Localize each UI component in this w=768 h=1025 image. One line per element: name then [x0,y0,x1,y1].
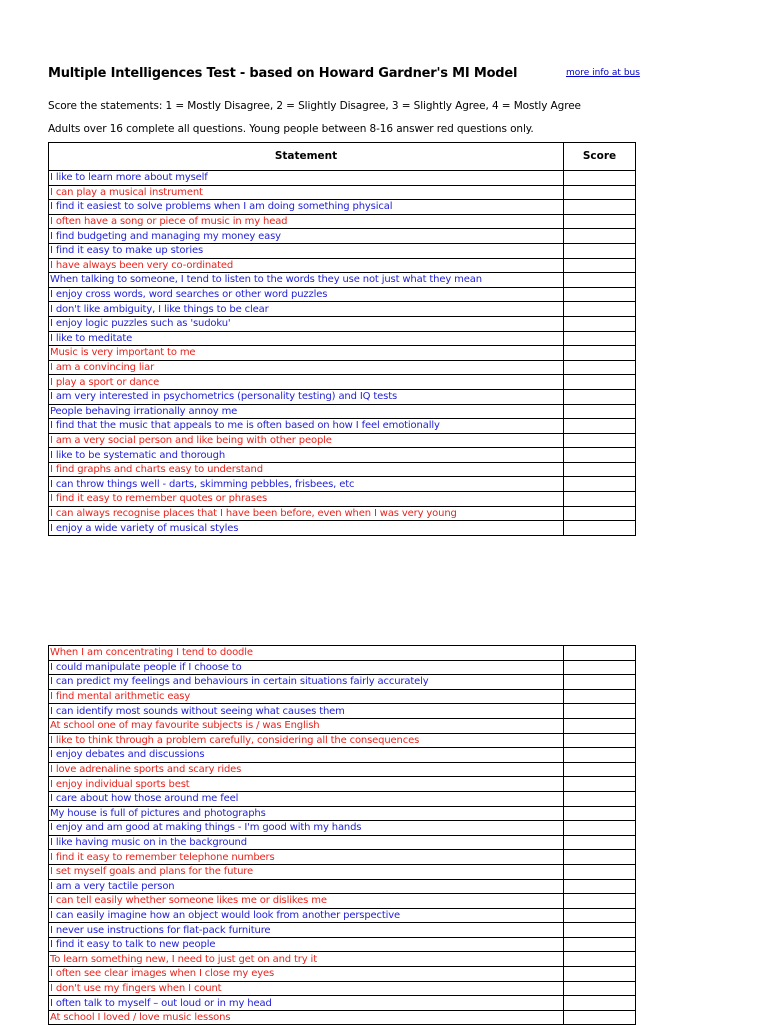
table-row [49,660,636,675]
table-row [49,646,636,661]
score-cell[interactable] [564,835,636,850]
score-column-header: Score [564,143,636,171]
score-cell[interactable] [564,777,636,792]
statement-cell: I could manipulate people if I choose to [49,660,564,675]
score-cell[interactable] [564,331,636,346]
score-cell[interactable] [564,433,636,448]
table-header-row [49,143,636,171]
score-cell[interactable] [564,821,636,836]
score-cell[interactable] [564,375,636,390]
statement-cell: To learn something new, I need to just get on and try it [49,952,564,967]
table-row [49,200,636,215]
statement-cell: I can throw things well - darts, skimming pebbles, frisbees, etc [49,477,564,492]
table-row [49,346,636,361]
statement-cell: I can identify most sounds without seeing what causes them [49,704,564,719]
score-cell[interactable] [564,521,636,536]
statement-cell: I often have a song or piece of music in my head [49,214,564,229]
table-row [49,462,636,477]
table-row [49,689,636,704]
score-cell[interactable] [564,506,636,521]
score-cell[interactable] [564,171,636,186]
score-cell[interactable] [564,229,636,244]
table-row [49,243,636,258]
table-row [49,996,636,1011]
score-cell[interactable] [564,952,636,967]
age-instructions: Adults over 16 complete all questions. Young people between 8-16 answer red questions only. [48,123,534,135]
statement-cell: When I am concentrating I tend to doodle [49,646,564,661]
statement-cell: I find mental arithmetic easy [49,689,564,704]
table-row [49,214,636,229]
score-cell[interactable] [564,660,636,675]
score-cell[interactable] [564,762,636,777]
score-cell[interactable] [564,287,636,302]
score-cell[interactable] [564,791,636,806]
score-cell[interactable] [564,302,636,317]
score-cell[interactable] [564,404,636,419]
statement-cell: I am very interested in psychometrics (personality testing) and IQ tests [49,389,564,404]
table-row [49,171,636,186]
statement-cell: I like to be systematic and thorough [49,448,564,463]
table-row [49,1010,636,1025]
table-row [49,185,636,200]
score-cell[interactable] [564,448,636,463]
statement-cell: People behaving irrationally annoy me [49,404,564,419]
statement-cell: I like having music on in the background [49,835,564,850]
statement-cell: At school I loved / love music lessons [49,1010,564,1025]
statement-cell: I like to meditate [49,331,564,346]
table-row [49,923,636,938]
table-row [49,821,636,836]
score-cell[interactable] [564,923,636,938]
score-cell[interactable] [564,360,636,375]
score-cell[interactable] [564,477,636,492]
table-row [49,302,636,317]
statement-cell: I find that the music that appeals to me is often based on how I feel emotionally [49,419,564,434]
more-info-link[interactable]: more info at bus [566,68,640,78]
statement-cell: I find it easy to remember quotes or phrases [49,492,564,507]
table-row [49,477,636,492]
table-row [49,894,636,909]
statement-cell: I often see clear images when I close my eyes [49,967,564,982]
score-cell[interactable] [564,346,636,361]
statement-cell: I don't use my fingers when I count [49,981,564,996]
statement-cell: I like to think through a problem carefully, considering all the consequences [49,733,564,748]
table-row [49,850,636,865]
statement-cell: I like to learn more about myself [49,171,564,186]
table-row [49,791,636,806]
statement-cell: I can easily imagine how an object would look from another perspective [49,908,564,923]
table-row [49,287,636,302]
table-row [49,718,636,733]
table-row [49,864,636,879]
table-row [49,704,636,719]
score-cell[interactable] [564,492,636,507]
score-cell[interactable] [564,894,636,909]
score-cell[interactable] [564,718,636,733]
table-row [49,967,636,982]
statement-cell: I find it easy to remember telephone numbers [49,850,564,865]
score-cell[interactable] [564,675,636,690]
statement-cell: I enjoy individual sports best [49,777,564,792]
score-cell[interactable] [564,419,636,434]
table-row [49,316,636,331]
score-cell[interactable] [564,258,636,273]
score-cell[interactable] [564,214,636,229]
score-cell[interactable] [564,462,636,477]
table-row [49,952,636,967]
table-row [49,506,636,521]
score-cell[interactable] [564,981,636,996]
score-cell[interactable] [564,996,636,1011]
statement-cell: I set myself goals and plans for the future [49,864,564,879]
statement-cell: I play a sport or dance [49,375,564,390]
score-cell[interactable] [564,1010,636,1025]
table-row [49,258,636,273]
statement-cell: I never use instructions for flat-pack furniture [49,923,564,938]
statement-cell: When talking to someone, I tend to listen to the words they use not just what they mean [49,273,564,288]
table-row [49,937,636,952]
statement-cell: I can tell easily whether someone likes me or dislikes me [49,894,564,909]
statement-cell: My house is full of pictures and photographs [49,806,564,821]
score-cell[interactable] [564,908,636,923]
score-cell[interactable] [564,389,636,404]
statement-cell: Music is very important to me [49,346,564,361]
table-row [49,229,636,244]
statement-cell: I find it easy to talk to new people [49,937,564,952]
statement-cell: I enjoy a wide variety of musical styles [49,521,564,536]
statement-cell: I find it easiest to solve problems when I am doing something physical [49,200,564,215]
table-row [49,419,636,434]
statement-cell: I am a very tactile person [49,879,564,894]
statement-cell: I enjoy debates and discussions [49,748,564,763]
statement-cell: I love adrenaline sports and scary rides [49,762,564,777]
statement-cell: I am a convincing liar [49,360,564,375]
score-cell[interactable] [564,733,636,748]
statement-column-header: Statement [49,143,564,171]
table-row [49,733,636,748]
table-row [49,389,636,404]
table-row [49,492,636,507]
table-row [49,360,636,375]
table-row [49,879,636,894]
table-row [49,762,636,777]
statement-cell: I find graphs and charts easy to understand [49,462,564,477]
statement-cell: I can always recognise places that I have been before, even when I was very young [49,506,564,521]
score-cell[interactable] [564,937,636,952]
score-cell[interactable] [564,748,636,763]
table-row [49,375,636,390]
score-cell[interactable] [564,185,636,200]
statement-cell: I don't like ambiguity, I like things to be clear [49,302,564,317]
statement-cell: I find budgeting and managing my money easy [49,229,564,244]
table-row [49,404,636,419]
statement-cell: I care about how those around me feel [49,791,564,806]
score-cell[interactable] [564,200,636,215]
statement-cell: I enjoy logic puzzles such as 'sudoku' [49,316,564,331]
table-row [49,777,636,792]
table-row [49,448,636,463]
statement-cell: I enjoy cross words, word searches or other word puzzles [49,287,564,302]
score-cell[interactable] [564,879,636,894]
table-row [49,981,636,996]
score-cell[interactable] [564,967,636,982]
score-cell[interactable] [564,850,636,865]
table-row [49,908,636,923]
score-cell[interactable] [564,689,636,704]
statement-cell: I can play a musical instrument [49,185,564,200]
table-row [49,748,636,763]
statement-cell: At school one of may favourite subjects is / was English [49,718,564,733]
table-row [49,433,636,448]
score-cell[interactable] [564,316,636,331]
statement-cell: I often talk to myself – out loud or in my head [49,996,564,1011]
score-cell[interactable] [564,806,636,821]
table-row [49,331,636,346]
statement-cell: I find it easy to make up stories [49,243,564,258]
statement-cell: I can predict my feelings and behaviours in certain situations fairly accurately [49,675,564,690]
table-row [49,273,636,288]
statement-cell: I am a very social person and like being with other people [49,433,564,448]
statement-cell: I have always been very co-ordinated [49,258,564,273]
statement-cell: I enjoy and am good at making things - I'm good with my hands [49,821,564,836]
page-title: Multiple Intelligences Test - based on Howard Gardner's MI Model [48,66,518,81]
score-instructions: Score the statements: 1 = Mostly Disagree, 2 = Slightly Disagree, 3 = Slightly Agree, 4 = Mostly Agree [48,100,581,112]
table-row [49,521,636,536]
table-row [49,806,636,821]
statements-table-2 [48,645,636,1025]
score-cell[interactable] [564,273,636,288]
score-cell[interactable] [564,704,636,719]
statements-table-1 [48,142,636,536]
score-cell[interactable] [564,243,636,258]
table-row [49,675,636,690]
score-cell[interactable] [564,646,636,661]
score-cell[interactable] [564,864,636,879]
table-row [49,835,636,850]
